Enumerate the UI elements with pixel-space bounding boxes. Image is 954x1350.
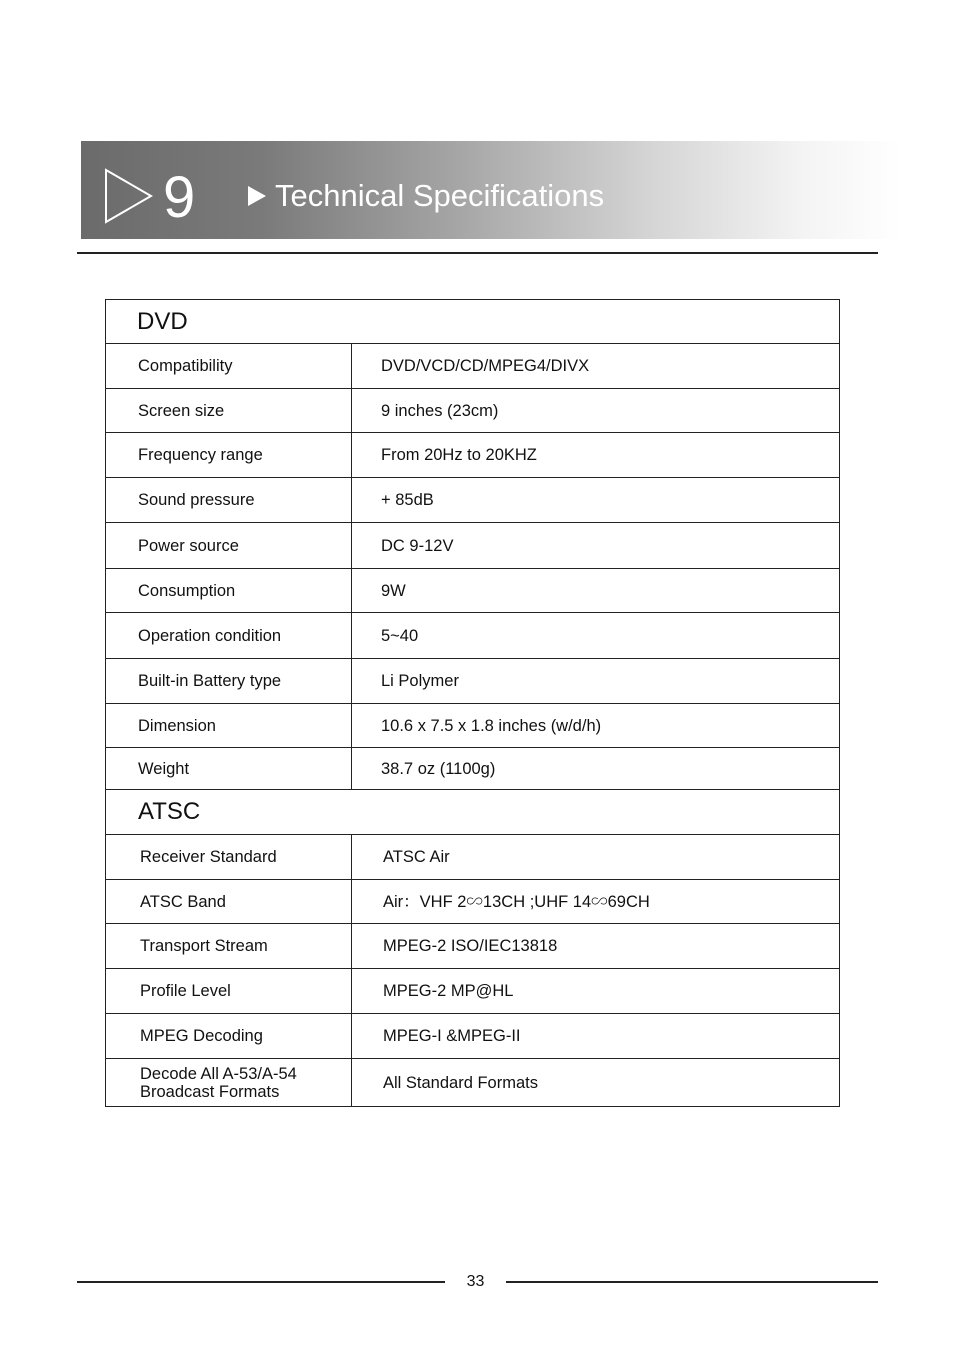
spec-label: Screen size bbox=[106, 389, 352, 433]
page-title-text: Technical Specifications bbox=[275, 178, 605, 213]
spec-value: MPEG-2 ISO/IEC13818 bbox=[352, 924, 840, 969]
spec-label: Profile Level bbox=[106, 969, 352, 1014]
spec-value: 38.7 oz (1100g) bbox=[352, 748, 840, 790]
table-row bbox=[106, 523, 840, 569]
table-row bbox=[106, 704, 840, 748]
spec-value: Air：VHF 2∽13CH ;UHF 14∽69CH bbox=[352, 880, 840, 924]
spec-label: Consumption bbox=[106, 569, 352, 613]
spec-value: + 85dB bbox=[352, 478, 840, 523]
footer-rule-right bbox=[506, 1281, 878, 1283]
spec-label: Frequency range bbox=[106, 433, 352, 478]
spec-value: 5~40 bbox=[352, 613, 840, 659]
spec-value: Li Polymer bbox=[352, 659, 840, 704]
page-number: 33 bbox=[466, 1273, 485, 1290]
spec-value: DVD/VCD/CD/MPEG4/DIVX bbox=[352, 344, 840, 389]
table-row bbox=[106, 924, 840, 969]
dvd-section bbox=[106, 300, 840, 790]
table-row bbox=[106, 659, 840, 704]
spec-label-line: Broadcast Formats bbox=[140, 1082, 280, 1101]
footer-rule-left bbox=[77, 1281, 445, 1283]
header-rule bbox=[77, 252, 878, 254]
section-heading-dvd: DVD bbox=[106, 300, 840, 344]
spec-label: Dimension bbox=[106, 704, 352, 748]
spec-value: 9 inches (23cm) bbox=[352, 389, 840, 433]
spec-label: Power source bbox=[106, 523, 352, 569]
specifications-table bbox=[105, 299, 840, 1107]
page-title bbox=[248, 176, 604, 216]
spec-value: ATSC Air bbox=[352, 835, 840, 880]
spec-label: Operation condition bbox=[106, 613, 352, 659]
play-triangle-icon bbox=[248, 186, 266, 206]
spec-label: Compatibility bbox=[106, 344, 352, 389]
spec-value: 10.6 x 7.5 x 1.8 inches (w/d/h) bbox=[352, 704, 840, 748]
chapter-arrow-icon bbox=[104, 168, 154, 224]
spec-label: ATSC Band bbox=[106, 880, 352, 924]
spec-value: 9W bbox=[352, 569, 840, 613]
table-row bbox=[106, 433, 840, 478]
table-row bbox=[106, 569, 840, 613]
table-row bbox=[106, 748, 840, 790]
table-row bbox=[106, 344, 840, 389]
table-row bbox=[106, 613, 840, 659]
spec-label: MPEG Decoding bbox=[106, 1014, 352, 1059]
spec-label: Transport Stream bbox=[106, 924, 352, 969]
table-row bbox=[106, 478, 840, 523]
spec-label: Sound pressure bbox=[106, 478, 352, 523]
spec-label-line: Decode All A-53/A-54 bbox=[140, 1064, 297, 1083]
table-row bbox=[106, 969, 840, 1014]
spec-value: DC 9-12V bbox=[352, 523, 840, 569]
section-heading-atsc: ATSC bbox=[106, 790, 840, 835]
table-row bbox=[106, 1059, 840, 1107]
spec-label bbox=[106, 1059, 352, 1107]
table-row bbox=[106, 1014, 840, 1059]
table-row bbox=[106, 880, 840, 924]
spec-label: Receiver Standard bbox=[106, 835, 352, 880]
spec-value: From 20Hz to 20KHZ bbox=[352, 433, 840, 478]
spec-value: MPEG-2 MP@HL bbox=[352, 969, 840, 1014]
table-row bbox=[106, 835, 840, 880]
spec-label: Weight bbox=[106, 748, 352, 790]
spec-label: Built-in Battery type bbox=[106, 659, 352, 704]
atsc-section bbox=[106, 790, 840, 1107]
table-row bbox=[106, 389, 840, 433]
chapter-number: 9 bbox=[163, 165, 196, 230]
spec-value: MPEG-I &MPEG-II bbox=[352, 1014, 840, 1059]
spec-value: All Standard Formats bbox=[352, 1059, 840, 1107]
